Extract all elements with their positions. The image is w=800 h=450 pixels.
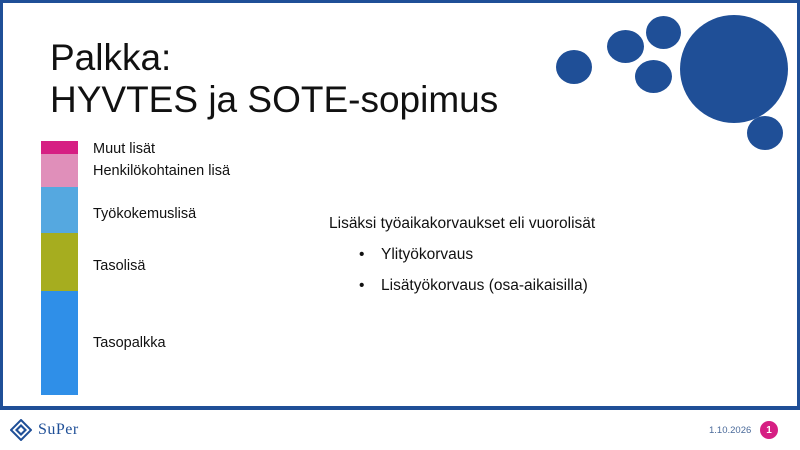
salary-segment-tasopalkka	[41, 291, 78, 395]
salary-segment-tasolisa	[41, 233, 78, 291]
label-henkilokohtainen-lisa: Henkilökohtainen lisä	[93, 163, 231, 179]
label-muut-lisat: Muut lisät	[93, 141, 156, 157]
decor-bubble	[646, 16, 681, 49]
bullet-item: • Ylityökorvaus	[359, 246, 474, 263]
salary-segment-muut-lisat	[41, 141, 78, 154]
salary-segment-tyokokemuslisa	[41, 187, 78, 233]
decor-bubble	[556, 50, 592, 84]
bullet-list	[359, 246, 588, 308]
decor-bubble	[747, 116, 783, 150]
slide	[3, 3, 797, 406]
page-number-badge: 1	[760, 421, 778, 439]
slide-footer	[0, 410, 800, 450]
decor-bubble	[635, 60, 672, 93]
slide-date: 1.10.2026	[709, 425, 752, 436]
logo-text: SuPer	[38, 421, 79, 438]
super-logo	[10, 419, 79, 441]
diamond-logo-icon	[10, 419, 32, 441]
label-tasolisa: Tasolisä	[93, 258, 146, 274]
bullet-item: • Lisätyökorvaus (osa-aikaisilla)	[359, 277, 588, 294]
label-tyokokemuslisa: Työkokemuslisä	[93, 206, 197, 222]
decor-bubble-large	[680, 15, 788, 123]
salary-segment-henkilokohtainen-lisa	[41, 154, 78, 187]
slide-title	[50, 37, 498, 121]
title-line-2: HYVTES ja SOTE-sopimus	[50, 79, 499, 120]
title-line-1: Palkka:	[50, 37, 172, 78]
decor-bubble	[607, 30, 644, 63]
label-tasopalkka: Tasopalkka	[93, 335, 166, 351]
note-text: Lisäksi työaikakorvaukset eli vuorolisät	[329, 215, 596, 232]
